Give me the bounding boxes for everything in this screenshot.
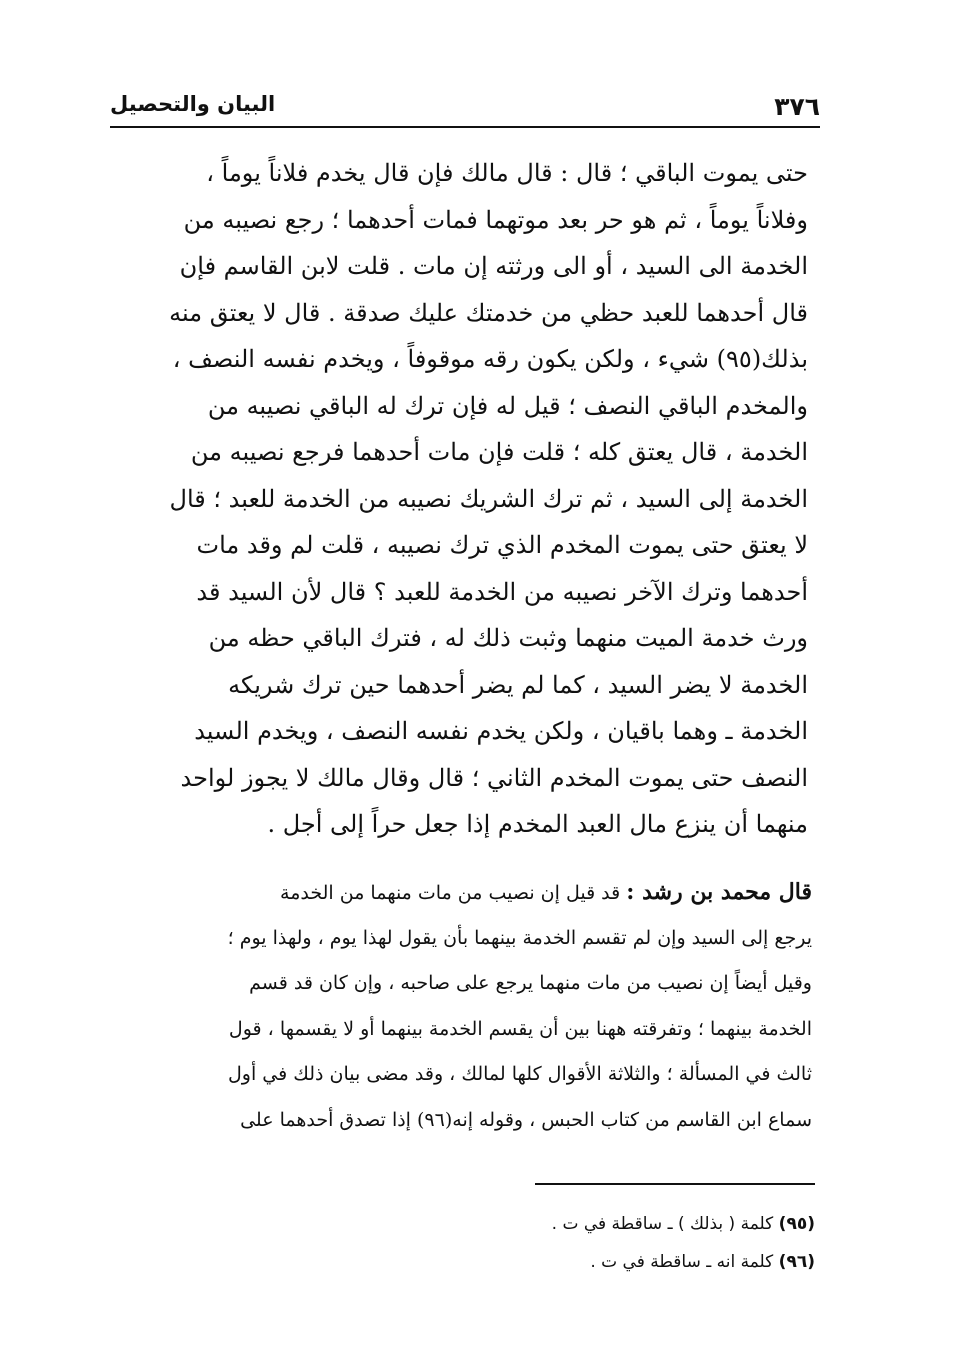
page-number: ٣٧٦ [774, 92, 820, 121]
running-title: البيان والتحصيل [110, 92, 276, 116]
main-text-line: الخدمة ، قال يعتق كله ؛ قلت فإن مات أحدهما فرجع نصيبه من [190, 438, 808, 466]
page-header [110, 86, 820, 128]
commentary-line: يرجع إلى السيد وإن لم تقسم الخدمة بينهما بأن يقول لهذا يوم ، ولهذا يوم ؛ [227, 926, 812, 949]
footnotes [420, 1205, 815, 1281]
footnote [420, 1205, 815, 1243]
main-text-line: بذلك(٩٥) شيء ، ولكن يكون رقه موقوفاً ، ويخدم نفسه النصف ، [172, 345, 808, 373]
main-text-line: لا يعتق حتى يموت المخدم الذي ترك نصيبه ، قلت لم وقد مات [196, 531, 808, 559]
commentary-first-line [112, 870, 812, 916]
commentary-line: ثالث في المسألة ؛ والثلاثة الأقوال كلها لمالك ، وقد مضى بيان ذلك في أول [228, 1063, 812, 1085]
main-text-line: حتى يموت الباقي ؛ قال : قال مالك فإن قال يخدم فلاناً يوماً ، [206, 159, 808, 187]
main-text-line: قال أحدهما للعبد حظي من خدمتك عليك صدقة . قال لا يعتق منه [169, 298, 808, 327]
main-text-line: ورث خدمة الميت منهما وثبت ذلك له ، فترك الباقي حظه من [208, 624, 808, 652]
footnote-number: (٩٦) [778, 1252, 815, 1272]
commentary-line: سماع ابن القاسم من كتاب الحبس ، وقوله إنه(٩٦) إذا تصدق أحدهما على [240, 1108, 812, 1131]
main-text-line: الخدمة ـ وهما باقيان ، ولكن يخدم نفسه النصف ، ويخدم السيد [194, 717, 808, 745]
commentary-speaker: قال محمد بن رشد : [626, 879, 812, 905]
main-text [118, 150, 808, 848]
main-text-line: الخدمة الى السيد ، أو الى ورثته إن مات . قلت لابن القاسم فإن [179, 252, 808, 280]
commentary-line: الخدمة بينهما ؛ وتفرقته ههنا بين أن يقسم الخدمة بينهما أو لا يقسمها ، قول [228, 1017, 812, 1040]
footnote-divider [535, 1183, 815, 1185]
commentary-line: وقيل أيضاً إن نصيب من مات منهما يرجع على صاحبه ، وإن كان قد قسم [249, 972, 812, 994]
commentary [112, 870, 812, 1143]
main-text-line: الخدمة لا يضر السيد ، كما لم يضر أحدهما حين ترك شريكه [228, 670, 808, 699]
main-text-line: النصف حتى يموت المخدم الثاني ؛ قال وقال مالك لا يجوز لواحد [180, 763, 808, 792]
main-text-line: أحدهما وترك الآخر نصيبه من الخدمة للعبد ؟ قال لأن السيد قد [196, 577, 808, 606]
main-text-line: وفلاناً يوماً ، ثم هو حر بعد موتهما فمات أحدهما ؛ رجع نصيبه من [183, 205, 808, 234]
footnote [420, 1243, 815, 1281]
footnote-text: كلمة ( بذلك ) ـ ساقطة في ت . [551, 1214, 774, 1234]
commentary-first-line-text: قد قيل إن نصيب من مات منهما من الخدمة [280, 882, 621, 904]
main-text-line: الخدمة إلى السيد ، ثم ترك الشريك نصيبه من الخدمة للعبد ؛ قال [169, 484, 808, 513]
main-text-line: منهما أن ينزع مال العبد المخدم إذا جعل حراً إلى أجل . [267, 810, 808, 838]
footnote-text: كلمة انه ـ ساقطة في ت . [590, 1252, 774, 1272]
main-text-line: والمخدم الباقي النصف ؛ قيل له فإن ترك له الباقي نصيبه من [207, 391, 808, 420]
footnote-number: (٩٥) [778, 1214, 815, 1234]
